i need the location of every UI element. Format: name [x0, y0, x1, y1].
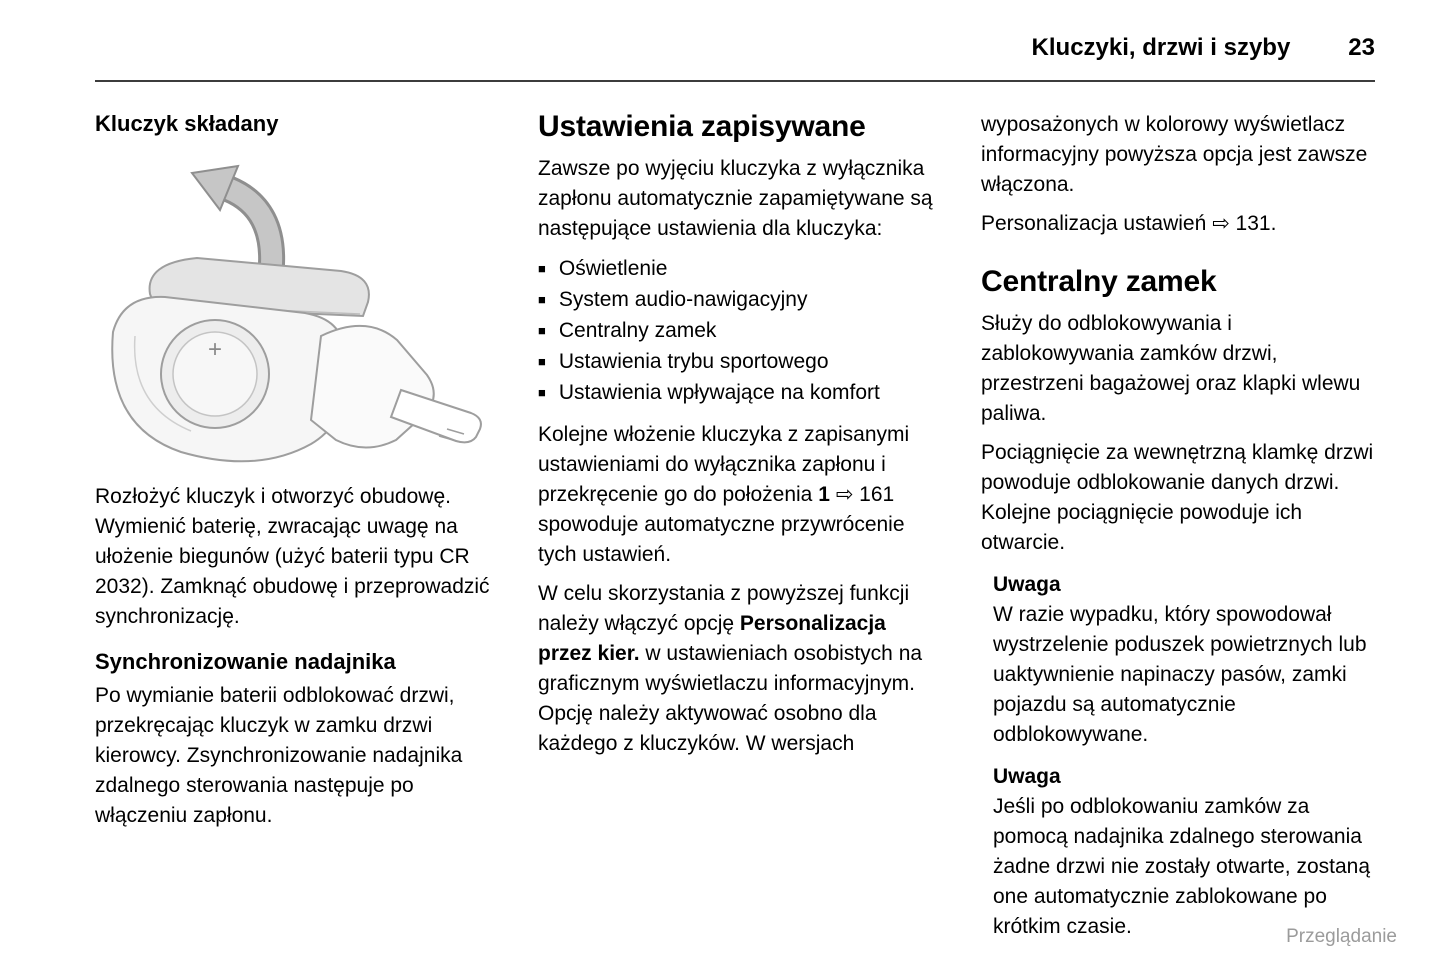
open-arrow-icon — [192, 166, 272, 272]
paragraph-battery-replace: Rozłożyć kluczyk i otworzyć obudowę. Wymienić baterię, zwracając uwagę na ułożenie biegunów (użyć baterii typu CR 2032). Zamknąć obudowę i przeprowadzić synchronizację. — [95, 485, 490, 628]
column-2 — [538, 110, 933, 946]
square-bullet-icon: ■ — [538, 323, 546, 338]
square-bullet-icon: ■ — [538, 385, 546, 400]
column-1 — [95, 110, 490, 946]
folding-key-illustration — [95, 144, 490, 464]
square-bullet-icon: ■ — [538, 354, 546, 369]
list-item — [538, 346, 933, 377]
paragraph-saved-settings-intro: Zawsze po wyjęciu kluczyka z wyłącznika zapłonu automatycznie zapamiętywane są następujące ustawienia dla kluczyka: — [538, 157, 933, 240]
key-blade — [391, 390, 481, 442]
battery-plus-label: + — [207, 336, 223, 363]
paragraph-settings-page-ref: Personalizacja ustawień ⇨ 131. — [981, 212, 1277, 235]
paragraph-text: Kolejne włożenie kluczyka z zapisanymi ustawieniami do wyłącznika zapłonu i przekręcenie go do położenia — [538, 423, 910, 506]
page-header — [95, 34, 1375, 80]
paragraph-continued: wyposażonych w kolorowy wyświetlacz informacyjny powyższa opcja jest zawsze włączona. — [981, 113, 1368, 196]
list-item — [538, 284, 933, 315]
paragraph-reinsert-key — [538, 420, 933, 570]
section-heading-sync-transmitter: Synchronizowanie nadajnika — [95, 649, 396, 674]
paragraph-text-with-page-ref: ⇨ 161 spowoduje automatyczne przywrócenie tych ustawień. — [538, 483, 905, 566]
ignition-position-ref: 1 — [818, 483, 830, 506]
list-item-label: System audio-nawigacyjny — [558, 288, 808, 311]
menu-option-name: Personalizacja przez kier. — [538, 612, 886, 665]
note-text: Jeśli po odblokowaniu zamków za pomocą nadajnika zdalnego sterowania żadne drzwi nie zostały otwarte, zostaną one automatycznie zablokowane po krótkim czasie. — [993, 795, 1371, 938]
folding-key-drawing — [95, 144, 490, 464]
battery — [161, 320, 269, 428]
paragraph-text: W celu skorzystania z powyższej funkcji należy włączyć opcję — [538, 582, 910, 635]
saved-settings-list — [538, 253, 933, 408]
section-heading-saved-settings: Ustawienia zapisywane — [538, 110, 866, 143]
square-bullet-icon: ■ — [538, 261, 546, 276]
paragraph-text: w ustawieniach osobistych na graficznym wyświetlaczu informacyjnym. Opcję należy aktywować osobno dla każdego z kluczyków. W wersjach — [538, 642, 923, 755]
list-item — [538, 377, 933, 408]
viewer-watermark: Przeglądanie — [1286, 926, 1397, 947]
paragraph-central-locking-purpose: Służy do odblokowywania i zablokowywania zamków drzwi, przestrzeni bagażowej oraz klapki wlewu paliwa. — [981, 312, 1361, 425]
column-3 — [981, 110, 1376, 946]
paragraph-personalization-option — [538, 579, 933, 759]
list-item-label: Ustawienia trybu sportowego — [558, 350, 829, 373]
chapter-title: Kluczyki, drzwi i szyby — [1031, 34, 1291, 61]
list-item-label: Oświetlenie — [558, 257, 668, 280]
note-label: Uwaga — [993, 765, 1061, 788]
note-label: Uwaga — [993, 573, 1061, 596]
header-rule — [95, 80, 1375, 82]
square-bullet-icon: ■ — [538, 292, 546, 307]
list-item — [538, 253, 933, 284]
note-text: W razie wypadku, który spowodował wystrzelenie poduszek powietrznych lub uaktywnienie napinaczy pasów, zamki pojazdu są automatycznie odblokowywane. — [993, 603, 1367, 746]
section-heading-folding-key: Kluczyk składany — [95, 111, 279, 136]
list-item — [538, 315, 933, 346]
list-item-label: Ustawienia wpływające na komfort — [558, 381, 880, 404]
fob-hinge-half — [311, 326, 434, 448]
section-heading-central-locking: Centralny zamek — [981, 265, 1217, 298]
paragraph-inner-handle: Pociągnięcie za wewnętrzną klamkę drzwi powoduje odblokowanie danych drzwi. Kolejne pociągnięcie powoduje ich otwarcie. — [981, 441, 1374, 554]
note-block-relock — [981, 762, 1376, 942]
note-block-airbag — [981, 570, 1376, 750]
paragraph-sync: Po wymianie baterii odblokować drzwi, przekręcając kluczyk w zamku drzwi kierowcy. Zsynchronizowanie nadajnika zdalnego sterowania następuje po włączeniu zapłonu. — [95, 684, 463, 827]
content-columns — [95, 110, 1375, 946]
list-item-label: Centralny zamek — [558, 319, 717, 342]
page-number: 23 — [1348, 34, 1375, 61]
